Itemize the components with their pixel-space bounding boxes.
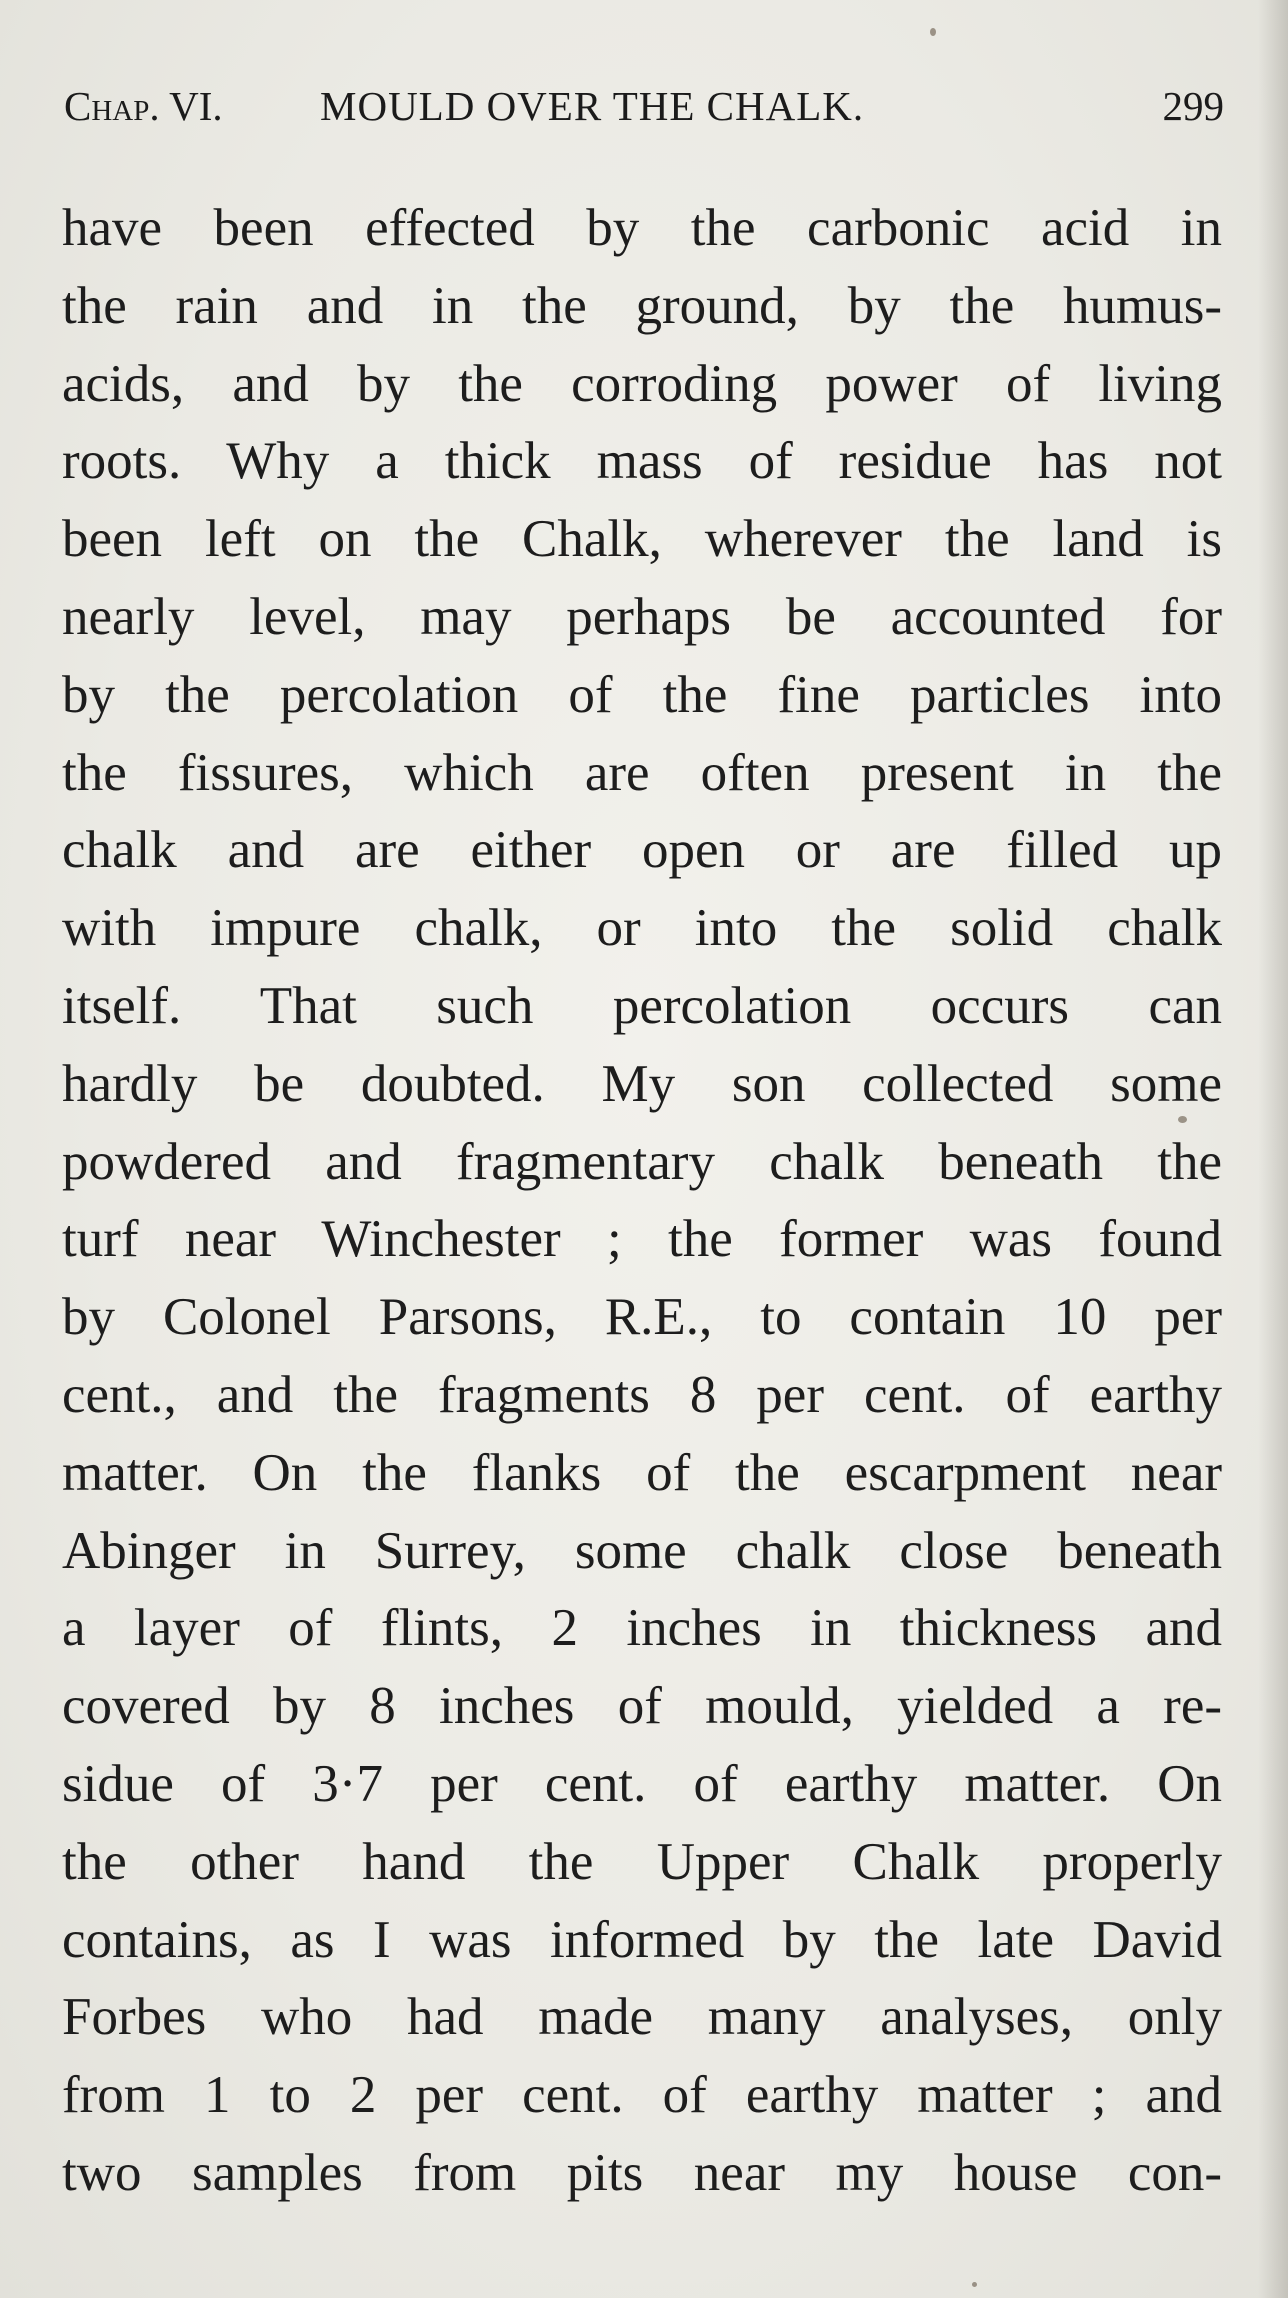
running-head — [64, 74, 1224, 138]
page-edge-shadow — [1258, 0, 1288, 2298]
body-text — [62, 190, 1222, 2213]
text-line: by Colonel Parsons, R.E., to contain 10 per — [62, 1288, 1222, 1347]
text-line: turf near Winchester ; the former was found — [62, 1210, 1222, 1269]
text-line: Abinger in Surrey, some chalk close beneath — [62, 1521, 1222, 1580]
page-number: 299 — [1162, 83, 1224, 129]
text-line: cent., and the fragments 8 per cent. of earthy — [62, 1365, 1222, 1424]
text-line: hardly be doubted. My son collected some — [62, 1054, 1222, 1113]
text-line: the other hand the Upper Chalk properly — [62, 1832, 1222, 1891]
text-line: sidue of 3·7 per cent. of earthy matter. On — [62, 1754, 1222, 1813]
text-line: covered by 8 inches of mould, yielded a re- — [62, 1677, 1222, 1736]
text-line: chalk and are either open or are filled up — [62, 821, 1222, 880]
text-line: contains, as I was informed by the late David — [62, 1910, 1222, 1969]
text-line: from 1 to 2 per cent. of earthy matter ; and — [62, 2066, 1222, 2125]
text-line: the fissures, which are often present in the — [62, 743, 1222, 802]
paper-speck — [930, 28, 936, 36]
paper-speck — [1178, 1116, 1187, 1123]
paper-speck — [972, 2282, 977, 2287]
text-line: powdered and fragmentary chalk beneath the — [62, 1132, 1222, 1191]
text-line: a layer of flints, 2 inches in thickness and — [62, 1599, 1222, 1658]
text-line: itself. That such percolation occurs can — [62, 976, 1222, 1035]
text-line: two samples from pits near my house con- — [62, 2143, 1222, 2202]
text-line: have been effected by the carbonic acid in — [62, 199, 1222, 257]
text-line: nearly level, may perhaps be accounted for — [62, 587, 1222, 646]
text-line: Forbes who had made many analyses, only — [62, 1988, 1222, 2047]
chapter-label: Chap. VI. — [64, 83, 223, 129]
text-line: acids, and by the corroding power of living — [62, 354, 1222, 413]
text-line: roots. Why a thick mass of residue has not — [62, 432, 1222, 491]
text-line: the rain and in the ground, by the humus- — [62, 276, 1222, 335]
text-line: with impure chalk, or into the solid chalk — [62, 899, 1222, 958]
text-line: been left on the Chalk, wherever the land is — [62, 510, 1222, 569]
text-line: matter. On the flanks of the escarpment near — [62, 1443, 1222, 1502]
text-line: by the percolation of the fine particles into — [62, 665, 1222, 724]
running-title: MOULD OVER THE CHALK. — [320, 83, 865, 129]
